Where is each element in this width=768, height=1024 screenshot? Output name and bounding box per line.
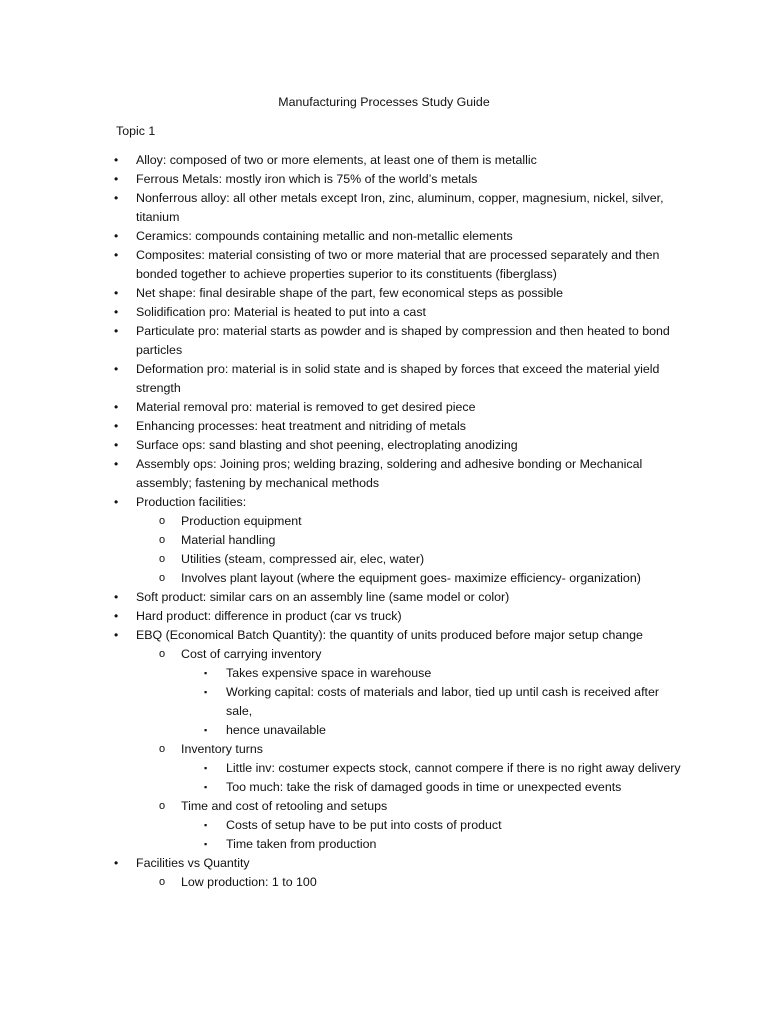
bullet-marker: • — [114, 495, 119, 509]
list-item-level-3 — [0, 683, 768, 721]
list-item-text: Production facilities: — [136, 495, 247, 509]
circle-marker: o — [159, 648, 166, 660]
list-item-text: Low production: 1 to 100 — [181, 875, 317, 889]
list-item-level-2 — [0, 797, 768, 816]
list-item-level-1 — [0, 398, 768, 417]
circle-marker: o — [159, 572, 166, 584]
list-item-text: Utilities (steam, compressed air, elec, water) — [181, 552, 425, 566]
list-item-level-2 — [0, 740, 768, 759]
list-item-text: Surface ops: sand blasting and shot peening, electroplating anodizing — [136, 438, 518, 452]
list-item-level-2 — [0, 512, 768, 531]
list-item-text: Enhancing processes: heat treatment and nitriding of metals — [136, 419, 466, 433]
list-item-level-1 — [0, 493, 768, 512]
list-item-level-3 — [0, 721, 768, 740]
list-item-level-1 — [0, 607, 768, 626]
bullet-marker: • — [114, 362, 119, 376]
bullet-marker: • — [114, 590, 119, 604]
list-item-level-1 — [0, 284, 768, 303]
bullet-marker: • — [114, 229, 119, 243]
list-item-text: Inventory turns — [181, 742, 263, 756]
list-item-level-1 — [0, 626, 768, 645]
list-item-text: Ceramics: compounds containing metallic and non-metallic elements — [136, 229, 513, 243]
square-marker: ▪ — [204, 839, 208, 849]
list-item-text: Deformation pro: material is in solid state and is shaped by forces that exceed the material yield strength — [136, 362, 660, 395]
circle-marker: o — [159, 876, 166, 888]
bullet-marker: • — [114, 628, 119, 642]
list-item-text: EBQ (Economical Batch Quantity): the quantity of units produced before major setup change — [136, 628, 643, 642]
square-marker: ▪ — [204, 668, 208, 678]
list-item-level-2 — [0, 569, 768, 588]
list-item-level-1 — [0, 189, 768, 227]
list-item-level-1 — [0, 303, 768, 322]
bullet-marker: • — [114, 324, 119, 338]
circle-marker: o — [159, 743, 166, 755]
list-item-text: Involves plant layout (where the equipment goes- maximize efficiency- organization) — [181, 571, 641, 585]
list-item-text: Too much: take the risk of damaged goods in time or unexpected events — [226, 780, 622, 794]
list-item-text: Alloy: composed of two or more elements, at least one of them is metallic — [136, 153, 537, 167]
bullet-marker: • — [114, 856, 119, 870]
list-item-text: Solidification pro: Material is heated to put into a cast — [136, 305, 426, 319]
bullet-marker: • — [114, 438, 119, 452]
list-item-text: Cost of carrying inventory — [181, 647, 322, 661]
list-item-text: Facilities vs Quantity — [136, 856, 250, 870]
list-item-level-3 — [0, 816, 768, 835]
bullet-marker: • — [114, 400, 119, 414]
list-item-level-3 — [0, 759, 768, 778]
list-item-text: Little inv: costumer expects stock, cannot compere if there is no right away delivery — [226, 761, 681, 775]
bullet-marker: • — [114, 419, 119, 433]
list-item-text: Ferrous Metals: mostly iron which is 75% of the world’s metals — [136, 172, 478, 186]
study-guide-list — [0, 151, 768, 892]
list-item-text: Hard product: difference in product (car vs truck) — [136, 609, 402, 623]
bullet-marker: • — [114, 248, 119, 262]
bullet-marker: • — [114, 609, 119, 623]
list-item-text: Costs of setup have to be put into costs of product — [226, 818, 502, 832]
list-item-text: Takes expensive space in warehouse — [226, 666, 432, 680]
list-item-text: Time taken from production — [226, 837, 377, 851]
square-marker: ▪ — [204, 725, 208, 735]
list-item-level-1 — [0, 436, 768, 455]
list-item-level-1 — [0, 417, 768, 436]
list-item-level-2 — [0, 873, 768, 892]
square-marker: ▪ — [204, 763, 208, 773]
list-item-level-1 — [0, 854, 768, 873]
circle-marker: o — [159, 800, 166, 812]
list-item-text: Material removal pro: material is removed to get desired piece — [136, 400, 476, 414]
list-item-text: hence unavailable — [226, 723, 326, 737]
bullet-marker: • — [114, 191, 119, 205]
bullet-marker: • — [114, 286, 119, 300]
square-marker: ▪ — [204, 782, 208, 792]
bullet-marker: • — [114, 457, 119, 471]
list-item-text: Material handling — [181, 533, 276, 547]
circle-marker: o — [159, 553, 166, 565]
list-item-level-1 — [0, 246, 768, 284]
bullet-marker: • — [114, 305, 119, 319]
list-item-level-2 — [0, 645, 768, 664]
bullet-marker: • — [114, 172, 119, 186]
list-item-level-1 — [0, 170, 768, 189]
list-item-level-1 — [0, 322, 768, 360]
list-item-text: Net shape: final desirable shape of the part, few economical steps as possible — [136, 286, 564, 300]
square-marker: ▪ — [204, 820, 208, 830]
topic-heading: Topic 1 — [116, 124, 156, 138]
list-item-text: Nonferrous alloy: all other metals except Iron, zinc, aluminum, copper, magnesium, nickel, silver, titanium — [136, 191, 664, 224]
list-item-text: Production equipment — [181, 514, 302, 528]
list-item-level-1 — [0, 588, 768, 607]
list-item-text: Particulate pro: material starts as powder and is shaped by compression and then heated to bond particles — [136, 324, 670, 357]
list-item-text: Time and cost of retooling and setups — [181, 799, 388, 813]
circle-marker: o — [159, 515, 166, 527]
list-item-level-1 — [0, 227, 768, 246]
list-item-level-2 — [0, 550, 768, 569]
list-item-text: Composites: material consisting of two or more material that are processed separately and then bonded together to achieve properties superior to its constituents (fiberglass) — [136, 248, 660, 281]
list-item-text: Assembly ops: Joining pros; welding brazing, soldering and adhesive bonding or Mechanical assembly; fastening by mechanical methods — [136, 457, 643, 490]
list-item-level-3 — [0, 664, 768, 683]
circle-marker: o — [159, 534, 166, 546]
bullet-marker: • — [114, 153, 119, 167]
list-item-level-3 — [0, 778, 768, 797]
list-item-level-3 — [0, 835, 768, 854]
list-item-level-1 — [0, 151, 768, 170]
list-item-text: Working capital: costs of materials and labor, tied up until cash is received after sale, — [226, 685, 659, 718]
list-item-text: Soft product: similar cars on an assembly line (same model or color) — [136, 590, 510, 604]
document-title: Manufacturing Processes Study Guide — [278, 95, 490, 109]
list-item-level-1 — [0, 360, 768, 398]
square-marker: ▪ — [204, 687, 208, 697]
list-item-level-2 — [0, 531, 768, 550]
list-item-level-1 — [0, 455, 768, 493]
